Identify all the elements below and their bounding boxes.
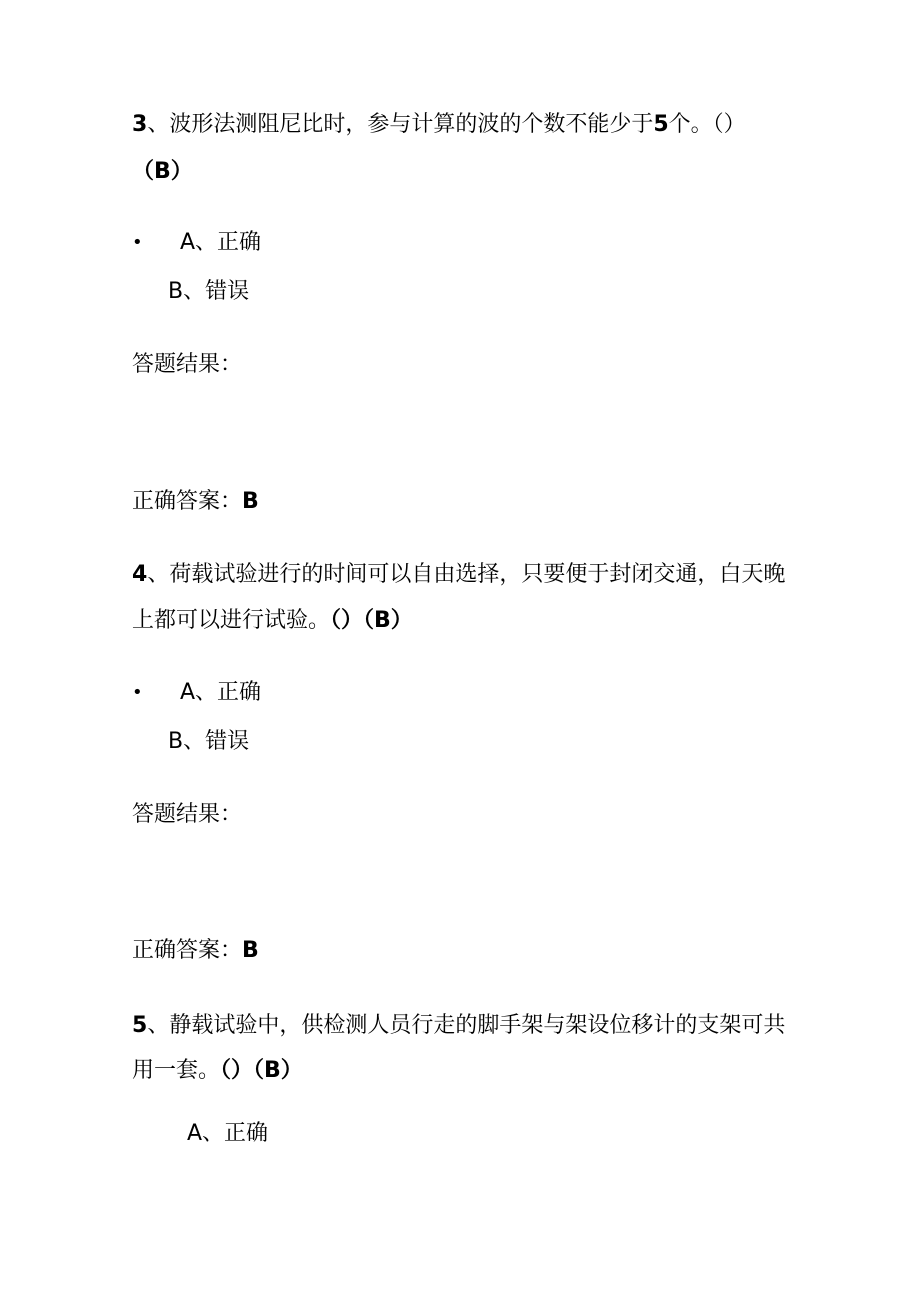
question-3-value: 5: [653, 112, 669, 137]
question-4-correct-label: 正确答案：: [132, 938, 243, 963]
question-4-result-label: 答题结果：: [132, 802, 243, 827]
question-4-correct-value: B: [242, 938, 259, 963]
question-4-option-b[interactable]: B、错误: [168, 729, 250, 754]
question-4-option-a[interactable]: A、正确: [180, 680, 262, 705]
question-3-option-a[interactable]: A、正确: [180, 230, 262, 255]
question-4-correct-answer: [132, 936, 259, 966]
question-3-text: 、波形法测阻尼比时，参与计算的波的个数不能少于: [147, 112, 654, 137]
question-5-text: 、静载试验中，供检测人员行走的脚手架与架设位移计的支架可共: [147, 1013, 786, 1038]
question-5-line1: [132, 1011, 785, 1041]
question-3-correct-label: 正确答案：: [132, 489, 243, 514]
question-5-number: 5: [132, 1013, 148, 1038]
question-5-answer-inline: （）（B）: [220, 1058, 303, 1083]
question-5-option-a[interactable]: A、正确: [187, 1121, 269, 1146]
question-4-line2: [132, 606, 413, 636]
question-3-answer-inline: （B）: [132, 159, 193, 184]
question-3-correct-answer: [132, 487, 259, 517]
question-4-answer-inline: （）（B）: [330, 608, 413, 633]
question-4-bullet: •: [132, 682, 143, 703]
question-3-number: 3: [132, 112, 148, 137]
question-4-text: 、荷载试验进行的时间可以自由选择，只要便于封闭交通，白天晚: [147, 562, 786, 587]
question-5-line2: [132, 1056, 303, 1086]
question-4-line1: [132, 560, 785, 590]
question-3-text-suffix: 个。（）: [668, 112, 746, 137]
question-3-line1: [132, 110, 746, 140]
question-3-option-b[interactable]: B、错误: [168, 279, 250, 304]
question-5-text-line2: 用一套。: [132, 1058, 221, 1083]
question-4-number: 4: [132, 562, 148, 587]
question-4-text-line2: 上都可以进行试验。: [132, 608, 331, 633]
question-3-bullet: •: [132, 232, 143, 253]
question-3-result-label: 答题结果：: [132, 352, 243, 377]
question-3-correct-value: B: [242, 489, 259, 514]
